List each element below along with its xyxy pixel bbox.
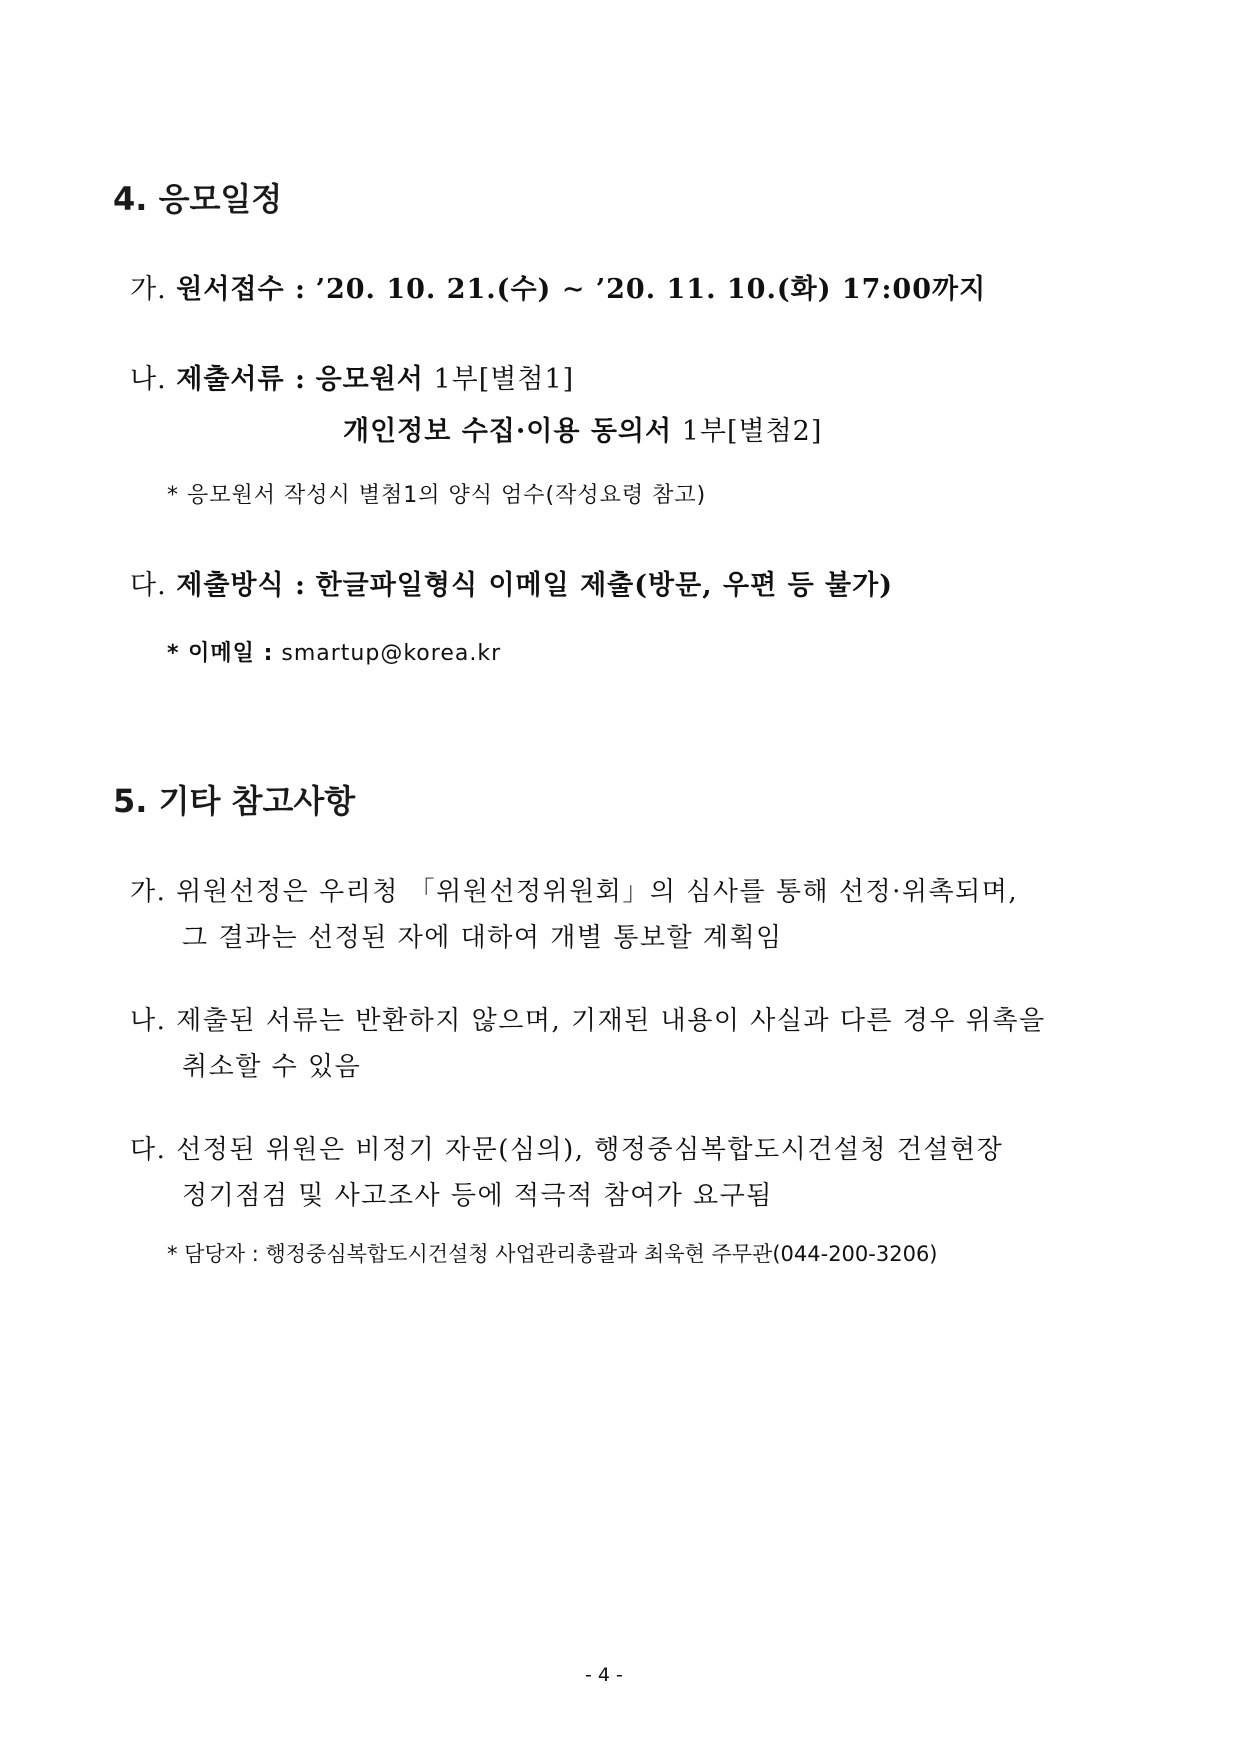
item-marker: 다. xyxy=(130,570,167,601)
item-marker: 가. xyxy=(130,274,167,305)
application-label: 원서접수 : xyxy=(176,274,306,305)
section-4-title: 4. 응모일정 xyxy=(113,180,283,218)
section-5-title: 5. 기타 참고사항 xyxy=(113,782,356,820)
documents-label: 제출서류 : xyxy=(176,364,306,395)
section-5-contact-note: * 담당자 : 행정중심복합도시건설청 사업관리총괄과 최욱현 주무관(044-200-3206) xyxy=(167,1242,938,1266)
document-1-suffix: 1부[별첨1] xyxy=(433,364,575,395)
item-marker: 나. xyxy=(130,364,167,395)
application-period: ’20. 10. 21.(수) ∼ ’20. 11. 10.(화) 17:00까지 xyxy=(315,274,987,305)
email-address: smartup@korea.kr xyxy=(281,641,502,666)
document-2-suffix: 1부[별첨2] xyxy=(681,416,823,447)
submission-method-value: 한글파일형식 이메일 제출(방문, 우편 등 불가) xyxy=(315,570,893,601)
section-4-da-note xyxy=(167,643,501,665)
page-number: - 4 - xyxy=(585,1664,623,1686)
section-4-item-da xyxy=(130,572,893,599)
section-4-item-ga xyxy=(130,276,986,303)
section-5-da-line-1: 다. 선정된 위원은 비정기 자문(심의), 행정중심복합도시건설청 건설현장 xyxy=(130,1135,1004,1165)
section-4-na-note: * 응모원서 작성시 별첨1의 양식 엄수(작성요령 참고) xyxy=(167,483,707,508)
email-label: * 이메일 : xyxy=(167,641,274,666)
section-5-na-line-2: 취소할 수 있음 xyxy=(182,1052,362,1082)
section-5-na-line-1: 나. 제출된 서류는 반환하지 않으며, 기재된 내용이 사실과 다른 경우 위촉을 xyxy=(130,1006,1046,1036)
section-5-ga-line-2: 그 결과는 선정된 자에 대하여 개별 통보할 계획임 xyxy=(182,923,783,953)
document-1-name: 응모원서 xyxy=(315,364,424,395)
document-2-name: 개인정보 수집·이용 동의서 xyxy=(343,416,673,447)
section-4-item-na-doc2 xyxy=(343,418,822,445)
section-5-da-line-2: 정기점검 및 사고조사 등에 적극적 참여가 요구됨 xyxy=(182,1181,773,1211)
submission-method-label: 제출방식 : xyxy=(176,570,306,601)
section-5-ga-line-1: 가. 위원선정은 우리청 「위원선정위원회」의 심사를 통해 선정·위촉되며, xyxy=(130,877,1019,907)
section-4-item-na xyxy=(130,366,574,393)
